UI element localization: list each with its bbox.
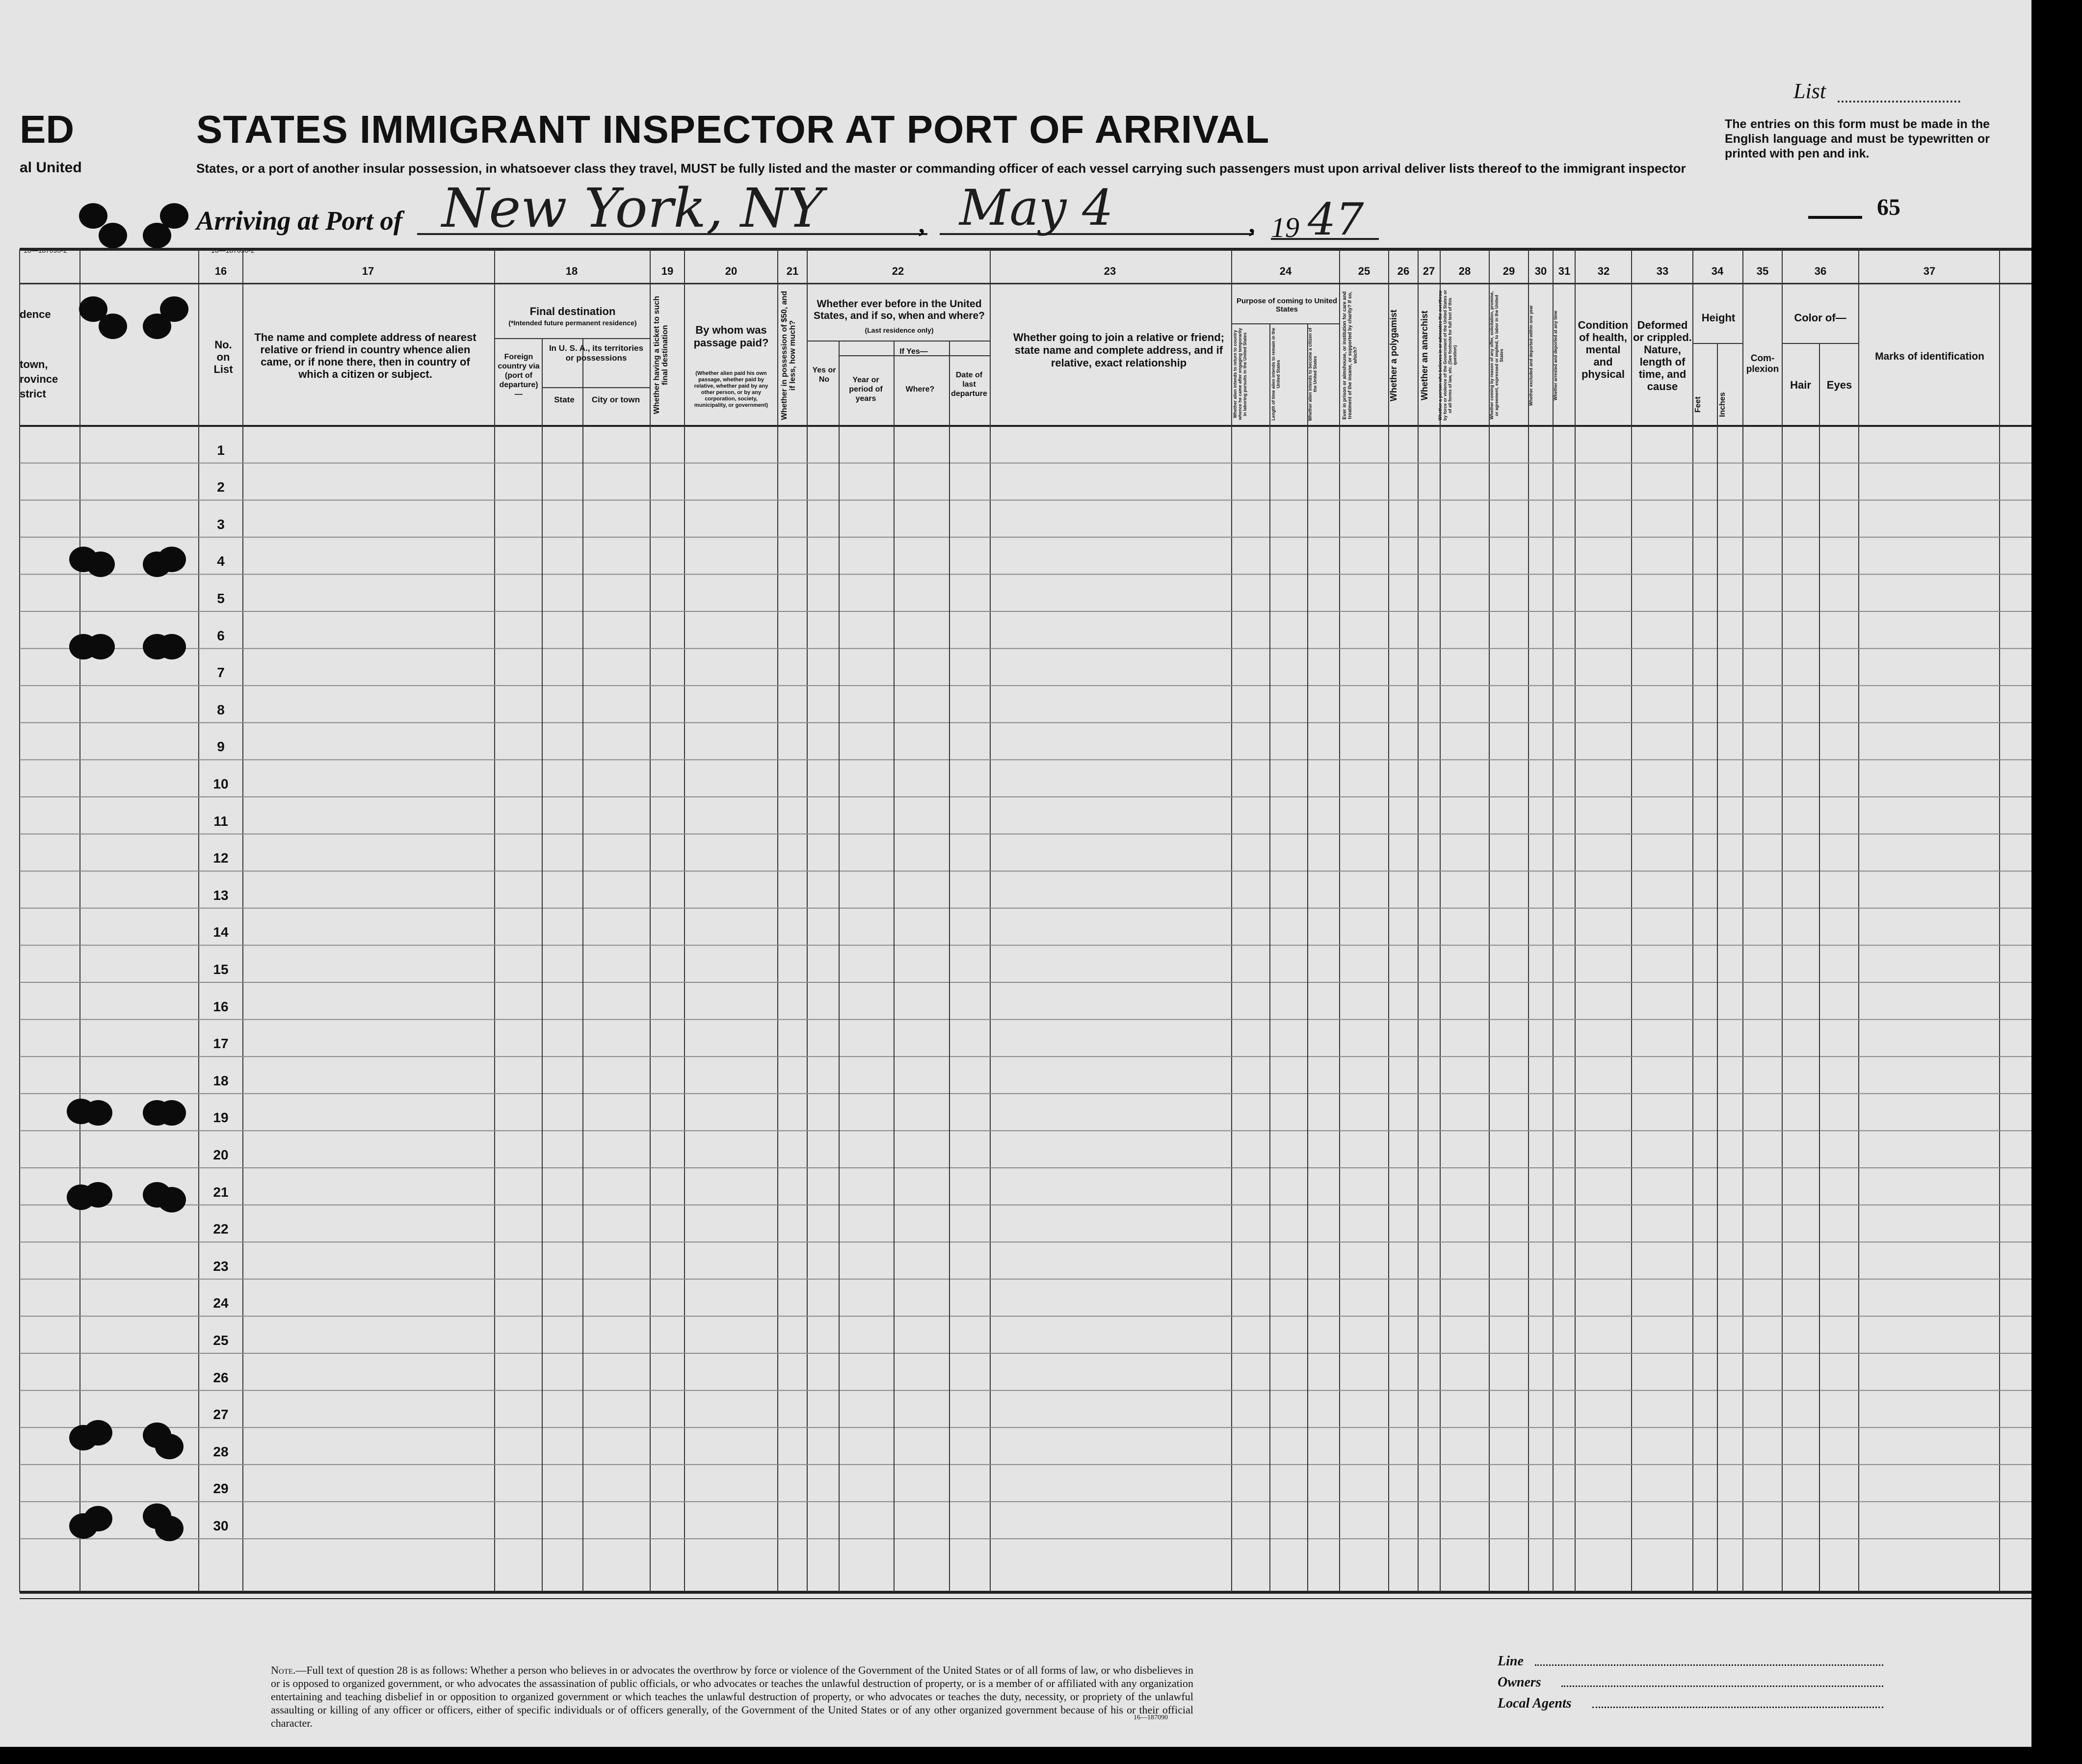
row-number: 14 <box>213 924 229 940</box>
row-number: 28 <box>213 1444 229 1459</box>
col-24-citizen: Whether alien intends to become a citizen of the United States <box>1308 327 1318 421</box>
footer-code: 16—187090 <box>1133 1714 1168 1721</box>
row-number: 16 <box>213 999 229 1014</box>
punch-hole <box>158 1100 186 1126</box>
row-number: 2 <box>217 479 225 495</box>
punch-hole <box>155 1434 184 1459</box>
col-22-years: Year or period of years <box>849 376 883 403</box>
column-number: 29 <box>1502 265 1515 277</box>
col-32-label: Condition of health, mental and physical <box>1578 319 1629 380</box>
punch-hole <box>84 1182 112 1208</box>
col-34-label: Height <box>1701 312 1736 324</box>
col-37-label: Marks of identification <box>1875 351 1984 362</box>
owners-field <box>1561 1685 1883 1687</box>
col-20-label: By whom was passage paid? <box>693 324 769 349</box>
col-36-eyes: Eyes <box>1826 379 1852 391</box>
row-number: 8 <box>217 702 225 717</box>
col-29-label: Whether coming by reason of any offer, solicitation, promise, or agreement, expressed or implied, to labor in the United States <box>1489 291 1504 420</box>
row-number: 1 <box>217 442 225 458</box>
col-26-label: Whether a polygamist <box>1389 309 1398 401</box>
column-number: 21 <box>786 265 799 277</box>
footnote-text: —Full text of question 28 is as follows: Whether a person who believes in or advocates the overthrow by force or violence of the Government of the United States or of all forms of law, or who disbelieves in or is opposed to organized government, or who advocates the assassination of public officials, or who advocates or teaches the unlawful destruction of property, or is a member of or affiliated with any organization entertaining and teaching disbelief in or opposition to organized government or which teaches the unlawful destruction of property, or who advocates or teaches the duty, necessity, or propriety of the unlawful assaulting or killing of any officer or officers, either of specific individuals or of officers generally, of the Government of the United States or of any other organized government because of his or their official character. <box>271 1664 1193 1729</box>
punch-hole <box>158 634 186 659</box>
column-number: 22 <box>892 265 904 277</box>
row-number: 7 <box>217 665 225 681</box>
column-number: 28 <box>1458 265 1471 277</box>
left-fragment-3: rovince <box>20 373 58 385</box>
punch-hole <box>86 552 115 577</box>
col-22-date: Date of last departure <box>951 371 987 398</box>
entry-instructions: The entries on this form must be made in the English language and must be typewritten or printed with pen and ink. <box>1725 117 1990 160</box>
col-27-label: Whether an anarchist <box>1420 310 1429 400</box>
column-number: 27 <box>1423 265 1435 277</box>
punch-hole <box>160 203 188 229</box>
punch-hole <box>79 203 107 229</box>
owners-label: Owners <box>1498 1675 1541 1690</box>
col-31-label: Whether arrested and deported at any time <box>1553 310 1558 400</box>
col-19-label: Whether having a ticket to such final destination <box>653 296 669 415</box>
punch-hole <box>84 1100 112 1126</box>
column-number: 33 <box>1656 265 1669 277</box>
col-24-label: Purpose of coming to United States <box>1237 297 1337 314</box>
row-number: 17 <box>213 1036 229 1052</box>
row-number: 18 <box>213 1073 229 1088</box>
col-22-label: Whether ever before in the United States, and if so, when and where? <box>814 298 985 321</box>
row-number: 21 <box>213 1184 229 1200</box>
subtitle-fragment-left: al United <box>20 159 82 176</box>
column-number: 23 <box>1104 265 1116 277</box>
column-number: 37 <box>1923 265 1936 277</box>
page-subtitle: States, or a port of another insular possession, in whatsoever class they travel, MUST be fully listed and the master or commanding officer of each vessel carrying such passengers must upon arrival deliver lists thereof to the immigrant inspector <box>196 161 1686 176</box>
row-number: 27 <box>213 1407 229 1422</box>
column-number: 24 <box>1279 265 1292 277</box>
row-number: 29 <box>213 1481 229 1497</box>
col-34-inches: Inches <box>1718 392 1727 418</box>
column-number: 32 <box>1597 265 1610 277</box>
row-number: 25 <box>213 1333 229 1348</box>
port-comma: , <box>919 211 925 238</box>
row-number: 13 <box>213 887 229 903</box>
punch-hole <box>99 223 127 248</box>
punch-hole <box>160 296 188 322</box>
punch-hole <box>84 1506 112 1531</box>
col-23-label: Whether going to join a relative or friend; state name and complete address, and if relative, exact relationship <box>1013 331 1225 369</box>
year-printed: 19 <box>1271 211 1299 243</box>
col-36-label: Color of— <box>1794 312 1846 324</box>
local-agents-field <box>1592 1707 1883 1708</box>
row-number: 9 <box>217 739 225 755</box>
row-number: 4 <box>217 553 225 569</box>
punch-hole <box>155 1516 184 1541</box>
form-code: 16—187090-2 <box>211 246 255 254</box>
col-21-label: Whether in possession of $50, and if less, how much? <box>780 290 797 420</box>
row-number: 11 <box>213 813 228 829</box>
column-number: 19 <box>661 265 674 277</box>
col-18-state: State <box>554 395 575 404</box>
punch-hole <box>158 547 186 572</box>
row-number: 19 <box>213 1110 229 1126</box>
row-number: 20 <box>213 1147 229 1162</box>
col-30-label: Whether excluded and deported within one year <box>1529 305 1533 406</box>
column-number: 16 <box>214 265 227 277</box>
date-comma: , <box>1249 211 1255 238</box>
column-number: 18 <box>565 265 578 277</box>
row-number: 24 <box>213 1295 229 1311</box>
column-number: 25 <box>1358 265 1370 277</box>
col-24-length: Length of time alien intends to remain in the United States <box>1271 328 1281 421</box>
col-18-label: Final destination <box>529 305 616 317</box>
row-number: 3 <box>217 516 225 532</box>
punch-hole <box>84 1420 112 1446</box>
footnote <box>271 1663 1193 1730</box>
column-number: 26 <box>1397 265 1410 277</box>
title-fragment-left: ED <box>20 107 75 151</box>
col-25-label: Ever in prison or almshouse, or institution for care and treatment of the insane, or supported by charity? If so, which? <box>1342 291 1358 420</box>
col-22-if-yes: If Yes— <box>899 347 928 356</box>
local-agents-label: Local Agents <box>1498 1696 1572 1711</box>
column-number: 17 <box>362 265 374 277</box>
col-17-label: The name and complete address of nearest relative or friend in country whence alien came, or if none there, then in country of which a citizen or subject. <box>254 331 476 380</box>
arriving-label: Arriving at Port of <box>196 206 403 236</box>
col-22-yes-no: Yes or No <box>812 366 836 384</box>
col-24-return: Whether alien intends to return to country whence he came after engaging temporarily in laboring pursuits in the United States <box>1233 328 1247 421</box>
punch-hole <box>86 634 115 659</box>
row-number: 23 <box>213 1258 229 1274</box>
column-number: 20 <box>725 265 738 277</box>
line-field <box>1535 1664 1883 1666</box>
year-handwritten: 47 <box>1308 194 1364 245</box>
row-number: 12 <box>213 850 229 866</box>
col-18-note: (*Intended future permanent residence) <box>508 319 637 327</box>
col-18-foreign: Foreign country via (port of departure)— <box>498 353 540 398</box>
col-18-city: City or town <box>591 395 640 404</box>
row-number: 22 <box>213 1221 229 1237</box>
left-fragment-1: dence <box>20 308 51 320</box>
col-28-label: Whether a person who believes in or advocates the overthrow by force or violence of the Government of the United States or of all forms of law, etc. (See footnote for full text of this question) <box>1438 290 1457 421</box>
date-handwritten: May 4 <box>959 179 1113 237</box>
list-label: List <box>1793 79 1826 103</box>
col-33-label: Deformed or crippled. Nature, length of time, and cause <box>1633 319 1692 393</box>
column-number: 30 <box>1534 265 1547 277</box>
row-number: 15 <box>213 962 229 977</box>
row-number: 10 <box>213 776 229 791</box>
line-label: Line <box>1498 1654 1524 1669</box>
row-number: 6 <box>217 628 225 643</box>
page-title: STATES IMMIGRANT INSPECTOR AT PORT OF ARRIVAL <box>196 107 1270 151</box>
col-22-where: Where? <box>905 385 935 394</box>
row-number: 30 <box>213 1518 229 1533</box>
column-number: 34 <box>1711 265 1724 277</box>
left-fragment-2: town, <box>20 358 48 370</box>
col-16-label: No. on List <box>213 339 233 375</box>
row-number: 26 <box>213 1369 229 1385</box>
port-handwritten: New York, NY <box>442 177 823 239</box>
left-fragment-4: strict <box>20 388 46 400</box>
column-number: 36 <box>1814 265 1827 277</box>
col-22-note: (Last residence only) <box>865 326 934 334</box>
sheet-number: 65 <box>1877 194 1900 220</box>
footnote-lead: Note. <box>271 1664 296 1676</box>
form-code-left: 16—187090-2 <box>24 246 67 254</box>
column-number: 35 <box>1756 265 1769 277</box>
col-35-label: Com- plexion <box>1746 353 1779 374</box>
row-number: 5 <box>217 591 225 606</box>
punch-hole <box>99 314 127 339</box>
col-36-hair: Hair <box>1790 379 1811 391</box>
column-number: 31 <box>1558 265 1571 277</box>
col-18-usa: In U. S. A., its territories or possessions <box>549 343 644 363</box>
col-34-feet: Feet <box>1694 396 1702 413</box>
punch-hole <box>158 1187 186 1212</box>
col-20-note: (Whether alien paid his own passage, whether paid by relative, whether paid by any other person, or by any corporation, society, municipality, or government) <box>694 370 768 408</box>
